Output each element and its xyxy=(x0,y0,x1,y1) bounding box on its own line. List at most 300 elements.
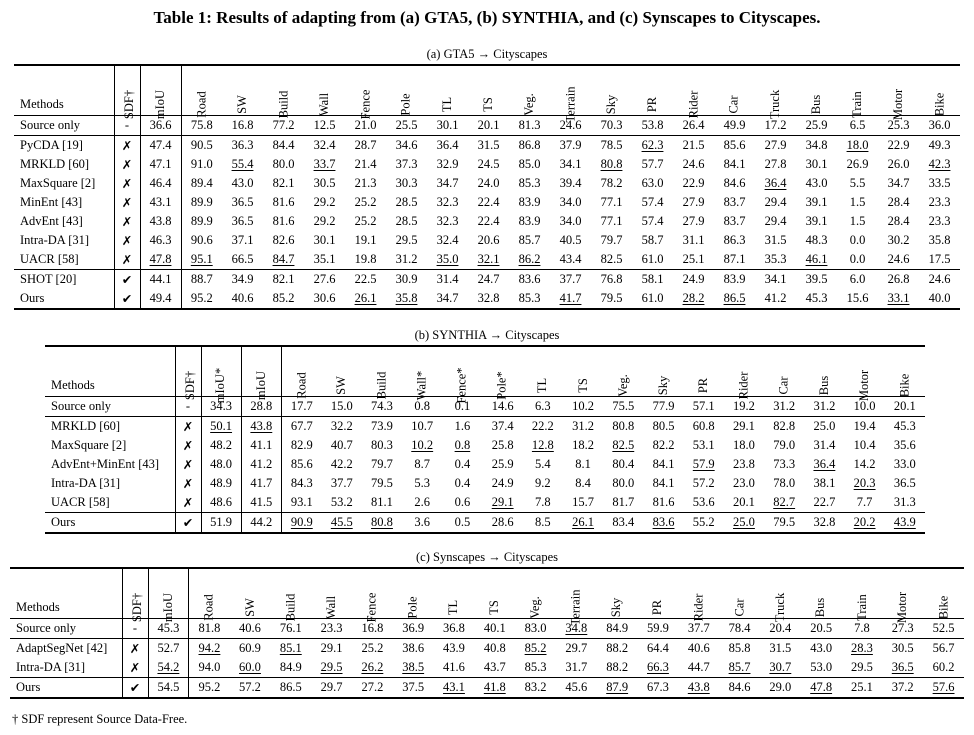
column-header-label: Rider xyxy=(691,593,706,622)
metric-value: 34.6 xyxy=(386,136,427,156)
column-header-sdf xyxy=(114,65,140,120)
metric-value: 82.7 xyxy=(773,495,796,509)
column-header-label: PR xyxy=(650,599,665,616)
column-header-label: PR xyxy=(644,96,659,113)
metric-value: 90.5 xyxy=(181,136,222,156)
metric-value: 40.7 xyxy=(330,438,353,452)
metric-value: 84.9 xyxy=(279,660,302,674)
column-header-pole xyxy=(386,65,427,116)
metric-value: 26.4 xyxy=(673,116,714,136)
column-header-bike xyxy=(885,346,925,397)
sdf-mark: - xyxy=(175,397,201,417)
metric-value: 41.2 xyxy=(241,455,281,474)
metric-value: 31.4 xyxy=(427,270,468,290)
column-header-label: SW xyxy=(334,376,349,395)
method-name: Ours xyxy=(10,678,122,699)
metric-value: 53.1 xyxy=(692,438,715,452)
sdf-mark: ✗ xyxy=(122,639,148,659)
metric-value: 43.1 xyxy=(140,193,181,212)
metric-value: 62.3 xyxy=(632,136,673,156)
metric-value: 20.2 xyxy=(845,513,885,534)
metric-value: 67.7 xyxy=(281,417,321,437)
metric-value: 87.1 xyxy=(723,252,746,266)
column-header-label: Truck xyxy=(772,592,787,623)
metric-value: 32.4 xyxy=(436,233,459,247)
metric-value: 80.4 xyxy=(612,457,635,471)
metric-value: 80.3 xyxy=(371,438,393,452)
metric-value: 36.9 xyxy=(393,619,434,639)
metric-value: 37.7 xyxy=(330,476,353,490)
metric-value: 41.2 xyxy=(755,289,796,309)
metric-value: 8.5 xyxy=(523,513,563,534)
metric-value: 25.0 xyxy=(804,417,844,437)
metric-value: 41.7 xyxy=(241,474,281,493)
metric-value: 77.2 xyxy=(263,116,304,136)
metric-value: 41.6 xyxy=(443,660,465,674)
metric-value: 78.4 xyxy=(719,619,760,639)
column-header-bus xyxy=(796,65,837,116)
metric-value: 87.9 xyxy=(597,678,638,699)
metric-value: 0.8 xyxy=(454,438,471,452)
metric-value: 79.0 xyxy=(773,438,796,452)
metric-value: 16.8 xyxy=(222,116,263,136)
table-row xyxy=(45,474,925,493)
metric-value: 83.0 xyxy=(515,619,556,639)
metric-value: 37.4 xyxy=(483,417,523,437)
column-header-pr xyxy=(684,346,724,397)
metric-value: 85.6 xyxy=(714,136,755,156)
column-header-label: Wall* xyxy=(414,370,429,401)
column-header-label: Fence* xyxy=(454,367,469,404)
metric-value: 86.3 xyxy=(723,233,746,247)
metric-value: 48.3 xyxy=(805,233,828,247)
metric-value: 29.1 xyxy=(491,495,514,509)
column-header-sky xyxy=(643,346,683,397)
metric-value: 40.0 xyxy=(919,289,960,309)
metric-value: 31.2 xyxy=(764,397,804,417)
metric-value: 84.3 xyxy=(290,476,313,490)
metric-value: 83.7 xyxy=(723,214,746,228)
metric-value: 25.9 xyxy=(491,457,514,471)
metric-value: 30.5 xyxy=(882,639,923,659)
metric-value: 43.0 xyxy=(231,176,254,190)
column-header-bike xyxy=(919,65,960,116)
column-header-pr xyxy=(638,568,679,619)
metric-value: 33.1 xyxy=(878,289,919,309)
metric-value: 57.4 xyxy=(641,214,664,228)
metric-value: 43.1 xyxy=(434,678,475,699)
column-header-methods: Methods xyxy=(14,65,114,116)
metric-value: 29.4 xyxy=(764,195,787,209)
metric-value: 35.3 xyxy=(764,252,787,266)
metric-value: 95.2 xyxy=(189,678,230,699)
metric-value: 10.2 xyxy=(563,397,603,417)
metric-value: 83.9 xyxy=(518,195,541,209)
metric-value: 0.8 xyxy=(402,397,442,417)
metric-value: 29.0 xyxy=(760,678,801,699)
column-header-label: TS xyxy=(487,600,502,615)
metric-value: 27.2 xyxy=(352,678,393,699)
metric-value: 32.8 xyxy=(804,513,844,534)
metric-value: 33.0 xyxy=(893,457,916,471)
metric-value: 22.5 xyxy=(345,270,386,290)
metric-value: 29.5 xyxy=(851,660,873,674)
metric-value: 12.5 xyxy=(304,116,345,136)
metric-value: 26.1 xyxy=(345,289,386,309)
metric-value: 51.9 xyxy=(201,513,241,534)
metric-value: 66.5 xyxy=(231,252,254,266)
metric-value: 17.7 xyxy=(281,397,321,417)
metric-value: 28.6 xyxy=(483,513,523,534)
metric-value: 1.5 xyxy=(849,214,866,228)
column-header-label: Sky xyxy=(609,597,624,618)
metric-value: 75.5 xyxy=(603,397,643,417)
metric-value: 39.4 xyxy=(559,176,582,190)
metric-value: 41.8 xyxy=(474,678,515,699)
metric-value: 35.8 xyxy=(386,289,427,309)
metric-value: 40.6 xyxy=(222,289,263,309)
column-header-label: Terrain xyxy=(562,86,577,123)
metric-value: 52.7 xyxy=(148,639,189,659)
metric-value: 20.3 xyxy=(853,476,876,490)
metric-value: 34.3 xyxy=(201,397,241,417)
metric-value: 36.5 xyxy=(231,195,254,209)
metric-value: 58.1 xyxy=(632,270,673,290)
metric-value: 88.2 xyxy=(597,639,638,659)
metric-value: 81.6 xyxy=(272,214,295,228)
metric-value: 80.5 xyxy=(643,417,683,437)
metric-value: 77.1 xyxy=(600,195,623,209)
column-header-miou xyxy=(241,346,281,401)
column-header-pr xyxy=(632,65,673,116)
metric-value: 32.1 xyxy=(477,252,500,266)
metric-value: 5.4 xyxy=(535,457,551,471)
metric-value: 43.8 xyxy=(678,678,719,699)
column-header-tl xyxy=(523,346,563,397)
metric-value: 43.8 xyxy=(241,417,281,437)
column-header-road xyxy=(189,568,230,619)
column-header-wall xyxy=(304,65,345,116)
metric-value: 85.2 xyxy=(515,639,556,659)
metric-value: 89.9 xyxy=(190,195,213,209)
metric-value: 28.5 xyxy=(395,214,418,228)
metric-value: 37.2 xyxy=(882,678,923,699)
results-table-gta5 xyxy=(14,64,960,310)
table-row xyxy=(14,193,960,212)
metric-value: 22.4 xyxy=(477,195,500,209)
metric-value: 53.8 xyxy=(632,116,673,136)
metric-value: 20.5 xyxy=(801,619,842,639)
table-row xyxy=(14,136,960,156)
metric-value: 30.3 xyxy=(395,176,418,190)
metric-value: 29.2 xyxy=(313,195,336,209)
metric-value: 53.0 xyxy=(810,660,833,674)
column-header-label: Bus xyxy=(813,597,828,618)
metric-value: 8.4 xyxy=(575,476,591,490)
metric-value: 39.5 xyxy=(796,270,837,290)
metric-value: 84.9 xyxy=(597,619,638,639)
metric-value: 25.5 xyxy=(386,116,427,136)
metric-value: 37.7 xyxy=(678,619,719,639)
metric-value: 28.2 xyxy=(673,289,714,309)
metric-value: 20.1 xyxy=(733,495,755,509)
metric-value: 94.0 xyxy=(198,660,221,674)
metric-value: 84.1 xyxy=(723,157,746,171)
column-header-sdf xyxy=(175,346,201,401)
metric-value: 83.9 xyxy=(714,270,755,290)
metric-value: 48.0 xyxy=(201,455,241,474)
sdf-mark: ✗ xyxy=(175,455,201,474)
metric-value: 31.2 xyxy=(563,417,603,437)
metric-value: 48.2 xyxy=(201,436,241,455)
column-header-label: Fence xyxy=(364,592,379,623)
column-header-fence xyxy=(345,65,386,120)
column-header-label: Terrain xyxy=(568,589,583,626)
metric-value: 8.7 xyxy=(414,457,431,471)
column-header-label: mIoU xyxy=(160,592,175,623)
metric-value: 46.1 xyxy=(805,252,828,266)
metric-value: 70.3 xyxy=(591,116,632,136)
metric-value: 43.7 xyxy=(483,660,506,674)
metric-value: 33.5 xyxy=(928,176,951,190)
metric-value: 3.6 xyxy=(402,513,442,534)
metric-value: 34.0 xyxy=(559,195,582,209)
table-row xyxy=(14,155,960,174)
column-header-label: Rider xyxy=(686,90,700,119)
column-header-label: Build xyxy=(275,90,290,119)
metric-value: 28.4 xyxy=(887,214,910,228)
metric-value: 24.0 xyxy=(477,176,500,190)
metric-value: 44.1 xyxy=(140,270,181,290)
metric-value: 14.6 xyxy=(483,397,523,417)
metric-value: 14.2 xyxy=(853,457,876,471)
metric-value: 80.0 xyxy=(272,157,295,171)
sdf-mark: - xyxy=(114,116,140,136)
metric-value: 49.4 xyxy=(140,289,181,309)
header-row xyxy=(45,346,925,397)
column-header-tl xyxy=(427,65,468,116)
metric-value: 45.3 xyxy=(885,417,925,437)
metric-value: 25.1 xyxy=(842,678,883,699)
metric-value: 23.3 xyxy=(311,619,352,639)
method-name: Intra-DA [31] xyxy=(14,231,114,250)
method-name: SHOT [20] xyxy=(14,270,114,290)
column-header-train xyxy=(842,568,883,619)
metric-value: 36.6 xyxy=(140,116,181,136)
metric-value: 93.1 xyxy=(290,495,313,509)
metric-value: 25.2 xyxy=(354,195,377,209)
method-name: Source only xyxy=(14,116,114,136)
metric-value: 86.5 xyxy=(714,289,755,309)
table-row xyxy=(14,289,960,309)
metric-value: 59.9 xyxy=(638,619,679,639)
metric-value: 58.7 xyxy=(641,233,664,247)
column-header-pole xyxy=(483,346,523,400)
metric-value: 45.6 xyxy=(556,678,597,699)
metric-value: 40.1 xyxy=(474,619,515,639)
column-header-methods: Methods xyxy=(10,568,122,619)
metric-value: 46.3 xyxy=(140,231,181,250)
column-header-rider xyxy=(673,65,714,119)
sdf-mark: ✔ xyxy=(122,678,148,699)
metric-value: 90.6 xyxy=(190,233,213,247)
metric-value: 37.1 xyxy=(231,233,254,247)
metric-value: 40.5 xyxy=(559,233,582,247)
column-header-label: mIoU xyxy=(253,370,268,401)
metric-value: 34.7 xyxy=(887,176,910,190)
column-header-sw xyxy=(322,346,362,397)
metric-value: 26.8 xyxy=(878,270,919,290)
sdf-mark: ✗ xyxy=(175,493,201,513)
column-header-label: Motor xyxy=(857,369,872,402)
metric-value: 49.9 xyxy=(714,116,755,136)
metric-value: 21.3 xyxy=(354,176,377,190)
metric-value: 0.5 xyxy=(442,513,482,534)
metric-value: 38.1 xyxy=(813,476,836,490)
column-header-label: Bike xyxy=(936,595,951,620)
metric-value: 83.4 xyxy=(603,513,643,534)
column-header-label: TL xyxy=(446,599,461,616)
metric-value: 36.4 xyxy=(427,136,468,156)
metric-value: 36.5 xyxy=(231,214,254,228)
metric-value: 61.0 xyxy=(641,252,664,266)
column-header-label: SDF† xyxy=(182,370,197,401)
column-header-label: Road xyxy=(201,594,216,621)
metric-value: 17.5 xyxy=(928,252,951,266)
column-header-fence xyxy=(352,568,393,623)
metric-value: 31.7 xyxy=(565,660,588,674)
column-header-label: Wall xyxy=(316,92,331,117)
column-header-build xyxy=(263,65,304,119)
column-header-label: Bus xyxy=(816,375,831,396)
metric-value: 0.0 xyxy=(849,252,866,266)
column-header-label: Truck xyxy=(767,89,782,120)
column-header-label: Car xyxy=(727,95,741,114)
metric-value: 19.1 xyxy=(354,233,377,247)
metric-value: 79.5 xyxy=(591,289,632,309)
metric-value: 29.1 xyxy=(724,417,764,437)
metric-value: 50.1 xyxy=(201,417,241,437)
metric-value: 10.0 xyxy=(845,397,885,417)
table-row xyxy=(10,678,964,699)
metric-value: 18.0 xyxy=(733,438,755,452)
column-header-label: Car xyxy=(776,376,791,395)
metric-value: 83.7 xyxy=(723,195,746,209)
sdf-mark: ✗ xyxy=(114,231,140,250)
metric-value: 36.4 xyxy=(813,457,836,471)
metric-value: 26.9 xyxy=(846,157,869,171)
sdf-mark: ✗ xyxy=(114,193,140,212)
column-header-train xyxy=(837,65,878,116)
column-header-label: Wall xyxy=(324,595,339,620)
column-header-sky xyxy=(597,568,638,619)
metric-value: 83.6 xyxy=(643,513,683,534)
metric-value: 79.5 xyxy=(764,513,804,534)
method-name: UACR [58] xyxy=(14,250,114,270)
metric-value: 6.0 xyxy=(837,270,878,290)
method-name: AdvEnt+MinEnt [43] xyxy=(45,455,175,474)
metric-value: 46.4 xyxy=(140,174,181,193)
metric-value: 47.8 xyxy=(801,678,842,699)
metric-value: 83.6 xyxy=(509,270,550,290)
metric-value: 32.2 xyxy=(322,417,362,437)
footnote: † SDF represent Source Data-Free. xyxy=(12,712,188,726)
method-name: Ours xyxy=(45,513,175,534)
metric-value: 15.6 xyxy=(837,289,878,309)
metric-value: 33.7 xyxy=(313,157,336,171)
column-header-label: Road xyxy=(194,91,209,118)
metric-value: 30.2 xyxy=(887,233,910,247)
method-name: MaxSquare [2] xyxy=(45,436,175,455)
column-header-label: Pole* xyxy=(495,371,510,400)
metric-value: 80.8 xyxy=(603,417,643,437)
sdf-mark: ✗ xyxy=(114,136,140,156)
metric-value: 25.8 xyxy=(491,438,514,452)
metric-value: 57.6 xyxy=(923,678,964,699)
metric-value: 85.1 xyxy=(270,639,311,659)
column-header-label: SDF† xyxy=(121,89,136,120)
metric-value: 1.6 xyxy=(442,417,482,437)
metric-value: 36.3 xyxy=(222,136,263,156)
subtable-caption-c: (c) Synscapes → Cityscapes xyxy=(416,550,558,564)
metric-value: 0.6 xyxy=(454,495,471,509)
metric-value: 19.8 xyxy=(354,252,377,266)
metric-value: 7.8 xyxy=(842,619,883,639)
metric-value: 31.4 xyxy=(813,438,836,452)
column-header-label: Veg. xyxy=(528,596,543,619)
metric-value: 91.0 xyxy=(190,157,213,171)
column-header-label: SDF† xyxy=(129,592,144,623)
column-header-label: SW xyxy=(242,598,257,617)
metric-value: 43.0 xyxy=(801,639,842,659)
metric-value: 25.1 xyxy=(682,252,705,266)
column-header-tl xyxy=(434,568,475,619)
sdf-mark: ✔ xyxy=(114,270,140,290)
metric-value: 64.4 xyxy=(638,639,679,659)
metric-value: 25.2 xyxy=(352,639,393,659)
metric-value: 41.1 xyxy=(241,436,281,455)
column-header-road xyxy=(181,65,222,116)
metric-value: 28.3 xyxy=(842,639,883,659)
metric-value: 24.9 xyxy=(673,270,714,290)
metric-value: 45.5 xyxy=(322,513,362,534)
metric-value: 73.3 xyxy=(773,457,796,471)
metric-value: 34.8 xyxy=(796,136,837,156)
metric-value: 20.1 xyxy=(885,397,925,417)
column-header-sw xyxy=(222,65,263,116)
metric-value: 30.9 xyxy=(386,270,427,290)
column-header-car xyxy=(719,568,760,619)
column-header-bus xyxy=(804,346,844,397)
metric-value: 82.1 xyxy=(263,270,304,290)
metric-value: 34.1 xyxy=(755,270,796,290)
results-table-synscapes xyxy=(10,567,964,699)
metric-value: 0.0 xyxy=(849,233,866,247)
sdf-mark: ✗ xyxy=(175,417,201,437)
column-header-car xyxy=(764,346,804,397)
metric-value: 24.5 xyxy=(477,157,500,171)
metric-value: 10.7 xyxy=(402,417,442,437)
metric-value: 79.7 xyxy=(600,233,623,247)
metric-value: 29.7 xyxy=(311,678,352,699)
metric-value: 54.5 xyxy=(148,678,189,699)
metric-value: 47.8 xyxy=(140,250,181,270)
method-name: Intra-DA [31] xyxy=(10,658,122,678)
table-row xyxy=(10,619,964,639)
metric-value: 95.1 xyxy=(190,252,213,266)
metric-value: 81.1 xyxy=(371,495,393,509)
metric-value: 37.3 xyxy=(395,157,418,171)
